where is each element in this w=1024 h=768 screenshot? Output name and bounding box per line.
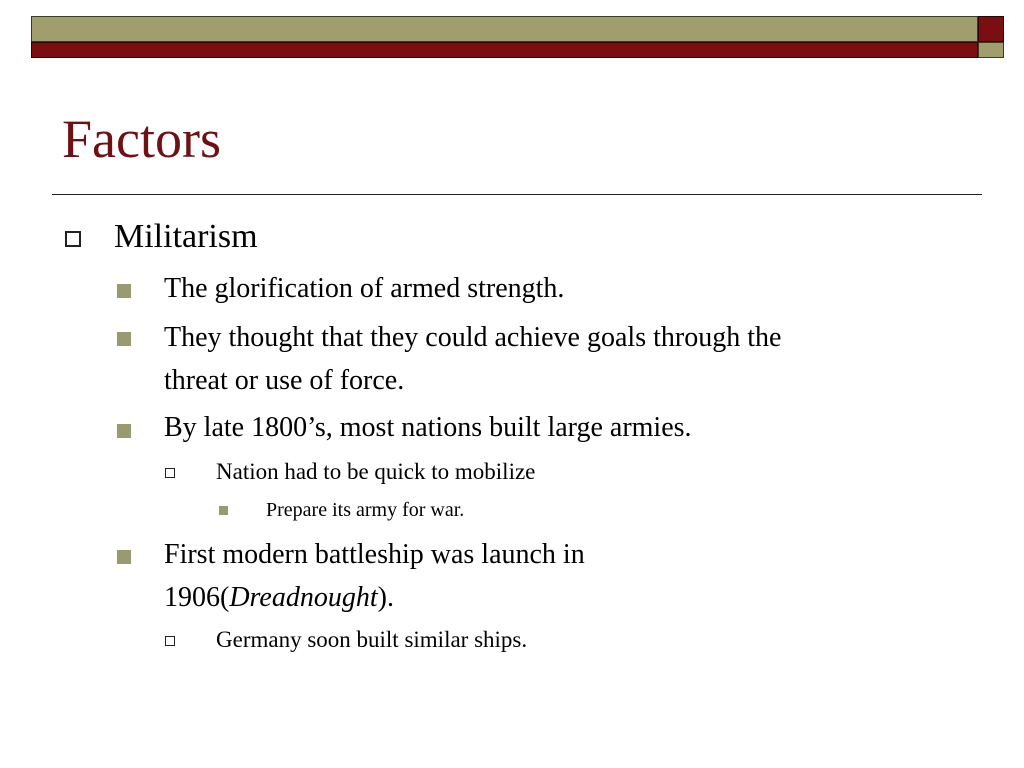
banner-olive-square: [978, 42, 1004, 58]
year-text: 1906(: [164, 582, 230, 613]
banner-red-bar: [31, 42, 978, 58]
filled-square-bullet-icon: [117, 424, 131, 438]
bullet-thought-line2: threat or use of force.: [164, 365, 405, 396]
ship-name-italic: Dreadnought: [229, 582, 378, 613]
title-divider: [52, 194, 982, 195]
hollow-square-bullet-icon: [65, 231, 81, 247]
banner-red-square: [978, 16, 1004, 42]
filled-square-bullet-icon: [117, 332, 131, 346]
bullet-late-1800s: By late 1800’s, most nations built large armies.: [164, 412, 692, 443]
closing-text: ).: [377, 582, 394, 613]
filled-square-bullet-icon: [117, 550, 131, 564]
bullet-prepare-army: Prepare its army for war.: [266, 499, 465, 521]
filled-square-bullet-icon: [117, 284, 131, 298]
slide-title: Factors: [62, 109, 221, 169]
bullet-germany: Germany soon built similar ships.: [216, 627, 528, 652]
bullet-battleship-line2: [164, 576, 394, 619]
hollow-square-bullet-icon: [165, 468, 175, 478]
banner-olive-bar: [31, 16, 978, 42]
bullet-battleship-line1: First modern battleship was launch in: [164, 539, 585, 570]
bullet-thought-line1: They thought that they could achieve goals through the: [164, 322, 782, 353]
bullet-glorification: The glorification of armed strength.: [164, 273, 565, 304]
bullet-militarism: Militarism: [114, 218, 258, 255]
filled-square-bullet-icon: [219, 506, 228, 515]
hollow-square-bullet-icon: [165, 636, 175, 646]
bullet-mobilize: Nation had to be quick to mobilize: [216, 459, 536, 484]
